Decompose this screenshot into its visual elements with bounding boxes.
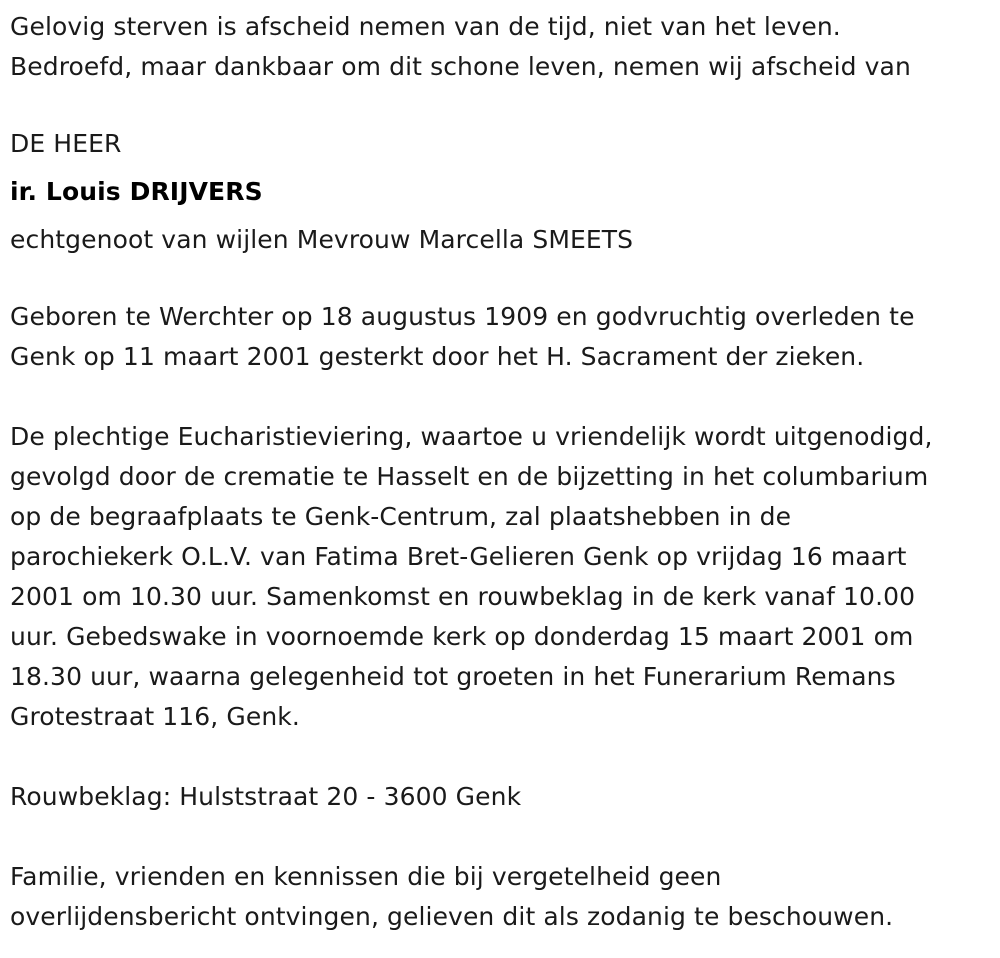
intro-line-2: Bedroefd, maar dankbaar om dit schone leven, nemen wij afscheid van — [10, 52, 911, 81]
birth-death-line-2: Genk op 11 maart 2001 gesterkt door het H. Sacrament der zieken. — [10, 342, 865, 371]
condolence-address: Rouwbeklag: Hulststraat 20 - 3600 Genk — [10, 782, 522, 811]
ceremony-line: Grotestraat 116, Genk. — [10, 702, 300, 731]
deceased-title: DE HEER — [10, 129, 122, 158]
spacer — [10, 87, 995, 120]
ceremony-line: uur. Gebedswake in voornoemde kerk op donderdag 15 maart 2001 om — [10, 622, 914, 651]
spacer — [10, 264, 995, 297]
spacer — [10, 737, 995, 777]
deceased-name: ir. Louis DRIJVERS — [10, 177, 263, 206]
spacer — [10, 377, 995, 417]
deceased-spouse: echtgenoot van wijlen Mevrouw Marcella SMEETS — [10, 225, 634, 254]
ceremony-line: gevolgd door de crematie te Hasselt en de bijzetting in het columbarium — [10, 462, 929, 491]
ceremony-line: parochiekerk O.L.V. van Fatima Bret-Gelieren Genk op vrijdag 16 maart — [10, 542, 907, 571]
closing-line-2: overlijdensbericht ontvingen, gelieven dit als zodanig te beschouwen. — [10, 902, 894, 931]
closing-line-1: Familie, vrienden en kennissen die bij vergetelheid geen — [10, 862, 722, 891]
intro-line-1: Gelovig sterven is afscheid nemen van de tijd, niet van het leven. — [10, 12, 841, 41]
ceremony-line: op de begraafplaats te Genk-Centrum, zal plaatshebben in de — [10, 502, 792, 531]
spacer — [10, 817, 995, 857]
ceremony-line: 2001 om 10.30 uur. Samenkomst en rouwbeklag in de kerk vanaf 10.00 — [10, 582, 916, 611]
ceremony-line: 18.30 uur, waarna gelegenheid tot groeten in het Funerarium Remans — [10, 662, 896, 691]
obituary-text — [10, 7, 995, 937]
ceremony-line: De plechtige Eucharistieviering, waartoe u vriendelijk wordt uitgenodigd, — [10, 422, 933, 451]
birth-death-line-1: Geboren te Werchter op 18 augustus 1909 en godvruchtig overleden te — [10, 302, 915, 331]
